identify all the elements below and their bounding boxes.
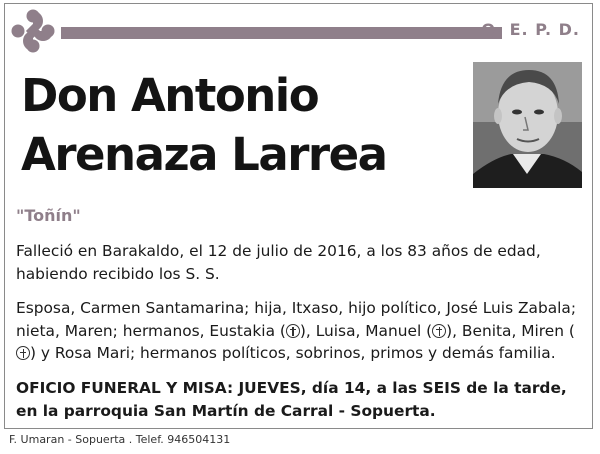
obituary-card [4,3,593,429]
portrait-photo [473,62,582,188]
name-line-2: Arenaza Larrea [21,128,387,181]
deceased-cross-icon [432,324,446,338]
nickname: "Toñín" [16,206,81,225]
header-bar [61,27,502,39]
funeral-details-paragraph: OFICIO FUNERAL Y MISA: JUEVES, día 14, a las SEIS de la tarde, en la parroquia San Martín de Carral - Sopuerta. [16,379,567,420]
name-line-1: Don Antonio [21,69,319,122]
deceased-cross-icon [286,324,300,338]
lauburu-icon [9,7,57,55]
deceased-name [21,66,461,184]
family-paragraph: Esposa, Carmen Santamarina; hija, Itxaso, hijo político, José Luis Zabala; nieta, Maren; hermanos, Eustakia ( ), Luisa, Manuel ( ), Benita, Miren () y Rosa Mari; hermanos políticos, sobrinos, primos y demás familia. [16,299,577,362]
death-notice-paragraph: Falleció en Barakaldo, el 12 de julio de 2016, a los 83 años de edad, habiendo recibido los S. S. [16,242,541,283]
qepd-heading: Q. E. P. D. [481,20,580,39]
footer-credit: F. Umaran - Sopuerta . Telef. 946504131 [9,433,231,446]
deceased-cross-icon [16,346,30,360]
